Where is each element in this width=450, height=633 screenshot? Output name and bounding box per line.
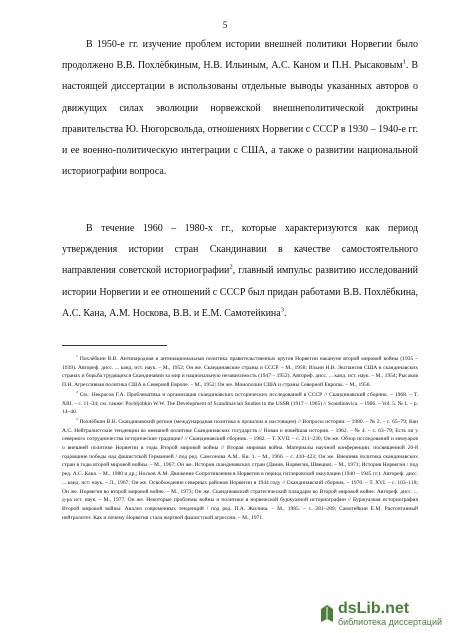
watermark[interactable] — [320, 601, 442, 627]
footnote-separator — [62, 345, 167, 346]
book-icon — [320, 605, 334, 623]
footnote — [62, 391, 418, 417]
watermark-subtitle: библиотека диссертаций — [337, 617, 442, 627]
footnote-ref-3[interactable]: 3 — [280, 306, 284, 314]
footnote-text: Похлёбкин В.В. Антинародная и антинациональная политика правительственных кругов Норвегии накануне второй мировой войны (1935 – 1939). Автореф. дисс. ... канд. ист. наук. – М., 1952; Он же. Скандинавские страны и СССР. – М., 1958; Ильин Н.В. Экспансия США в скандинавских странах и борьба трудящихся Скандинавии за мир и национальную независимость (1947 – 1952). Автореф. дисс. ... канд. ист. наук. – М., 1954; Рысаков П.Н. Агрессивная политика США в Северной Европе. – М., 1952; Он же. Монополии США и страны Северной Европы. – М., 1956. — [62, 356, 419, 389]
paragraph-1-text-after: . В настоящей диссертации в использованы отдельные выводы указанных авторов о движущих силах эволюции норвежской внешнеполитической доктрины правительства Ю. Нюгорсвольда, отношениях Норвегии с СССР в 1930 – 1940-е гг. и ее военно-политическую интеграции с США, а также о развитии национальной историографии вопроса. — [62, 60, 419, 178]
paragraph-2 — [62, 218, 418, 324]
paragraph-2-text-c: . — [283, 307, 287, 319]
footnote-mark: 1 — [76, 354, 78, 359]
footnote-text: Похлёбкин В.В. Скандинавский регион (международная политика в прошлом и настоящем) // Вопросы истории. – 1980. – № 2. – с. 65–79; Кан А.С. Нейтралистские тенденции во внешней политике Скандинавских государств // Новая и новейшая история. – 1962. – № 4. – с. 63–79; Есть ли у северного сотрудничества исторические традиции? // Скандинавский сборник. – 1982. – Т. XVII. – с. 211–230; Он же. Обзор исследований и мемуаров о внешней политике Норвегии в годы Второй мировой войны // Вторая мировая война. Материалы научной конференции, посвященной 20-й годовщине победы над фашистской Германией / под ред. Самсонова А.М.. Кн. 1. – М., 1966. – с. 410–423; Он же. Внешняя политика скандинавских стран в годы второй мировой войны. – М., 1967; Он же. История скандинавских стран (Дания, Норвегия, Швеция). – М., 1971; История Норвегии / под ред. А.С. Кана. – М., 1980 и др.; Носков А.М. Движение Сопротивления в Норвегии в период гитлеровской оккупации (1940 – 1945 гг.). Автореф. дисс. ... канд. ист. наук. – Л., 1967; Он же. Освобождение северных районов Норвегии в 1944 году // Скандинавский сборник. – 1970. – Т. XVI. – с. 103–118; Он же. Норвегия во второй мировой войне. – М., 1973; Он же. Скандинавский стратегический плацдарм во Второй мировой войне. Автореф. дисс. ... д-ра ист. наук. – М., 1977. Он же. Некоторые проблемы войны и политики в норвежской буржуазной историографии // Буржуазная историография Второй мировой войны: Анализ современных тенденций / под ред. П.А. Жилина. – М., 1985. – с. 281–289; Самотейкин Е.М. Растоптанный нейтралитет. Как и почему Норвегия стала жертвой фашистской агрессии. – М., 1971. — [62, 418, 418, 521]
footnote-mark: 3 — [76, 417, 78, 422]
footnote-ref-2[interactable]: 2 — [229, 264, 233, 272]
footnote — [62, 355, 418, 390]
footnote-text: См.: Некрасов Г.А. Проблематика и организация скандинавских исторических исследований в СССР // Скандинавский сборник. – 1968. – Т. XIII. – с. 11–34; см. также: Pochljobkin W.W. The Development of Scandinavian Studies in the USSR (1917 – 1965) // Scandinavica. – 1966. – Vol. 5. № 1. – p. 14–40. — [62, 391, 419, 416]
watermark-logo: dsLib.net — [337, 600, 410, 617]
footnote-mark: 2 — [76, 389, 78, 394]
paragraph-2-text-b: , главный импульс развитию исследований истории Норвегии и ее отношений с СССР был придан работами В.В. Похлёбкина, А.С. Кана, А.М. Носкова, В.В. и Е.М. Самотейкина — [62, 265, 418, 319]
footnotes — [62, 355, 418, 523]
page-number: 5 — [222, 20, 228, 30]
paragraph-1-text: В 1950-е гг. изучение проблем истории внешней политики Норвегии было продолжено В.В. Похлёбкиным, Н.В. Ильиным, А.С. Каном и П.Н. Рысаковым — [62, 39, 418, 72]
paragraph-1 — [62, 34, 418, 182]
paragraph-2-text-a: В течение 1960 – 1980-х гг., которые характеризуются как период утверждения истории стран Скандинавии в качестве самостоятельного направления советской историографии — [62, 223, 418, 277]
footnote — [62, 418, 418, 522]
footnote-ref-1[interactable]: 1 — [402, 58, 406, 66]
